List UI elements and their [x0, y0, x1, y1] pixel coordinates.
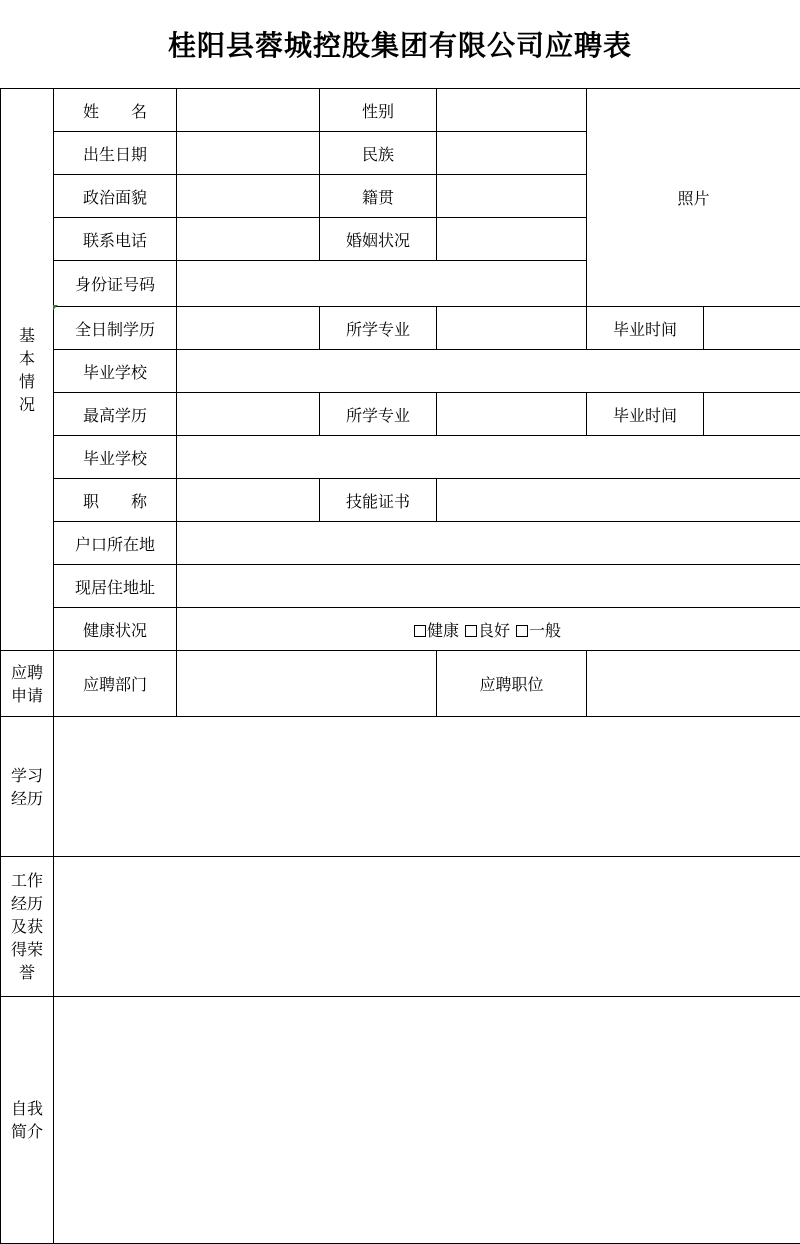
section-self-intro: 自我简介 [1, 997, 54, 1244]
field-school[interactable] [177, 350, 800, 393]
checkbox-icon [516, 625, 528, 637]
photo-label: 照片 [677, 189, 710, 208]
label-address: 现居住地址 [54, 565, 177, 608]
label-ethnicity: 民族 [320, 132, 437, 175]
section-work-history: 工作经历及获得荣誉 [1, 857, 54, 997]
section-study-history: 学习经历 [1, 717, 54, 857]
label-graduation-time: 毕业时间 [587, 307, 704, 350]
label-skill-certificate: 技能证书 [320, 479, 437, 522]
health-option-healthy[interactable]: 健康 [414, 618, 459, 641]
field-highest-major[interactable] [437, 393, 587, 436]
label-major: 所学专业 [320, 307, 437, 350]
field-graduation-time[interactable] [704, 307, 800, 350]
photo-box[interactable] [587, 89, 800, 307]
label-native-place: 籍贯 [320, 175, 437, 218]
field-major[interactable] [437, 307, 587, 350]
field-study-history[interactable] [54, 717, 800, 857]
label-birth-date: 出生日期 [54, 132, 177, 175]
field-self-intro[interactable] [54, 997, 800, 1244]
health-option-average[interactable]: 一般 [516, 618, 561, 641]
label-position: 应聘职位 [437, 651, 587, 717]
field-phone[interactable] [177, 218, 320, 261]
field-birth-date[interactable] [177, 132, 320, 175]
field-address[interactable] [177, 565, 800, 608]
field-gender[interactable] [437, 89, 587, 132]
cell-comment-marker [53, 305, 58, 310]
field-highest-graduation-time[interactable] [704, 393, 800, 436]
field-fulltime-education[interactable] [177, 307, 320, 350]
checkbox-icon [414, 625, 426, 637]
field-name[interactable] [177, 89, 320, 132]
label-id-number: 身份证号码 [54, 261, 177, 307]
field-ethnicity[interactable] [437, 132, 587, 175]
field-id-number[interactable] [177, 261, 587, 307]
health-option-good[interactable]: 良好 [465, 618, 510, 641]
label-political-status: 政治面貌 [54, 175, 177, 218]
form-title: 桂阳县蓉城控股集团有限公司应聘表 [167, 29, 632, 62]
label-marital-status: 婚姻状况 [320, 218, 437, 261]
label-phone: 联系电话 [54, 218, 177, 261]
label-fulltime-education: 全日制学历 [54, 307, 177, 350]
field-skill-certificate[interactable] [437, 479, 800, 522]
label-name: 姓 名 [54, 89, 177, 132]
field-professional-title[interactable] [177, 479, 320, 522]
field-work-history[interactable] [54, 857, 800, 997]
field-highest-school[interactable] [177, 436, 800, 479]
section-application: 应聘申请 [1, 651, 54, 717]
field-department[interactable] [177, 651, 437, 717]
label-gender: 性别 [320, 89, 437, 132]
field-native-place[interactable] [437, 175, 587, 218]
label-highest-school: 毕业学校 [54, 436, 177, 479]
field-position[interactable] [587, 651, 800, 717]
label-highest-education: 最高学历 [54, 393, 177, 436]
label-professional-title: 职 称 [54, 479, 177, 522]
field-political-status[interactable] [177, 175, 320, 218]
label-highest-major: 所学专业 [320, 393, 437, 436]
field-highest-education[interactable] [177, 393, 320, 436]
label-health: 健康状况 [54, 608, 177, 651]
label-school: 毕业学校 [54, 350, 177, 393]
application-form [0, 88, 800, 1244]
checkbox-icon [465, 625, 477, 637]
field-hukou[interactable] [177, 522, 800, 565]
field-marital-status[interactable] [437, 218, 587, 261]
label-department: 应聘部门 [54, 651, 177, 717]
section-basic-info: 基本情况 [1, 89, 54, 651]
label-hukou: 户口所在地 [54, 522, 177, 565]
health-options [177, 608, 800, 651]
label-highest-graduation-time: 毕业时间 [587, 393, 704, 436]
